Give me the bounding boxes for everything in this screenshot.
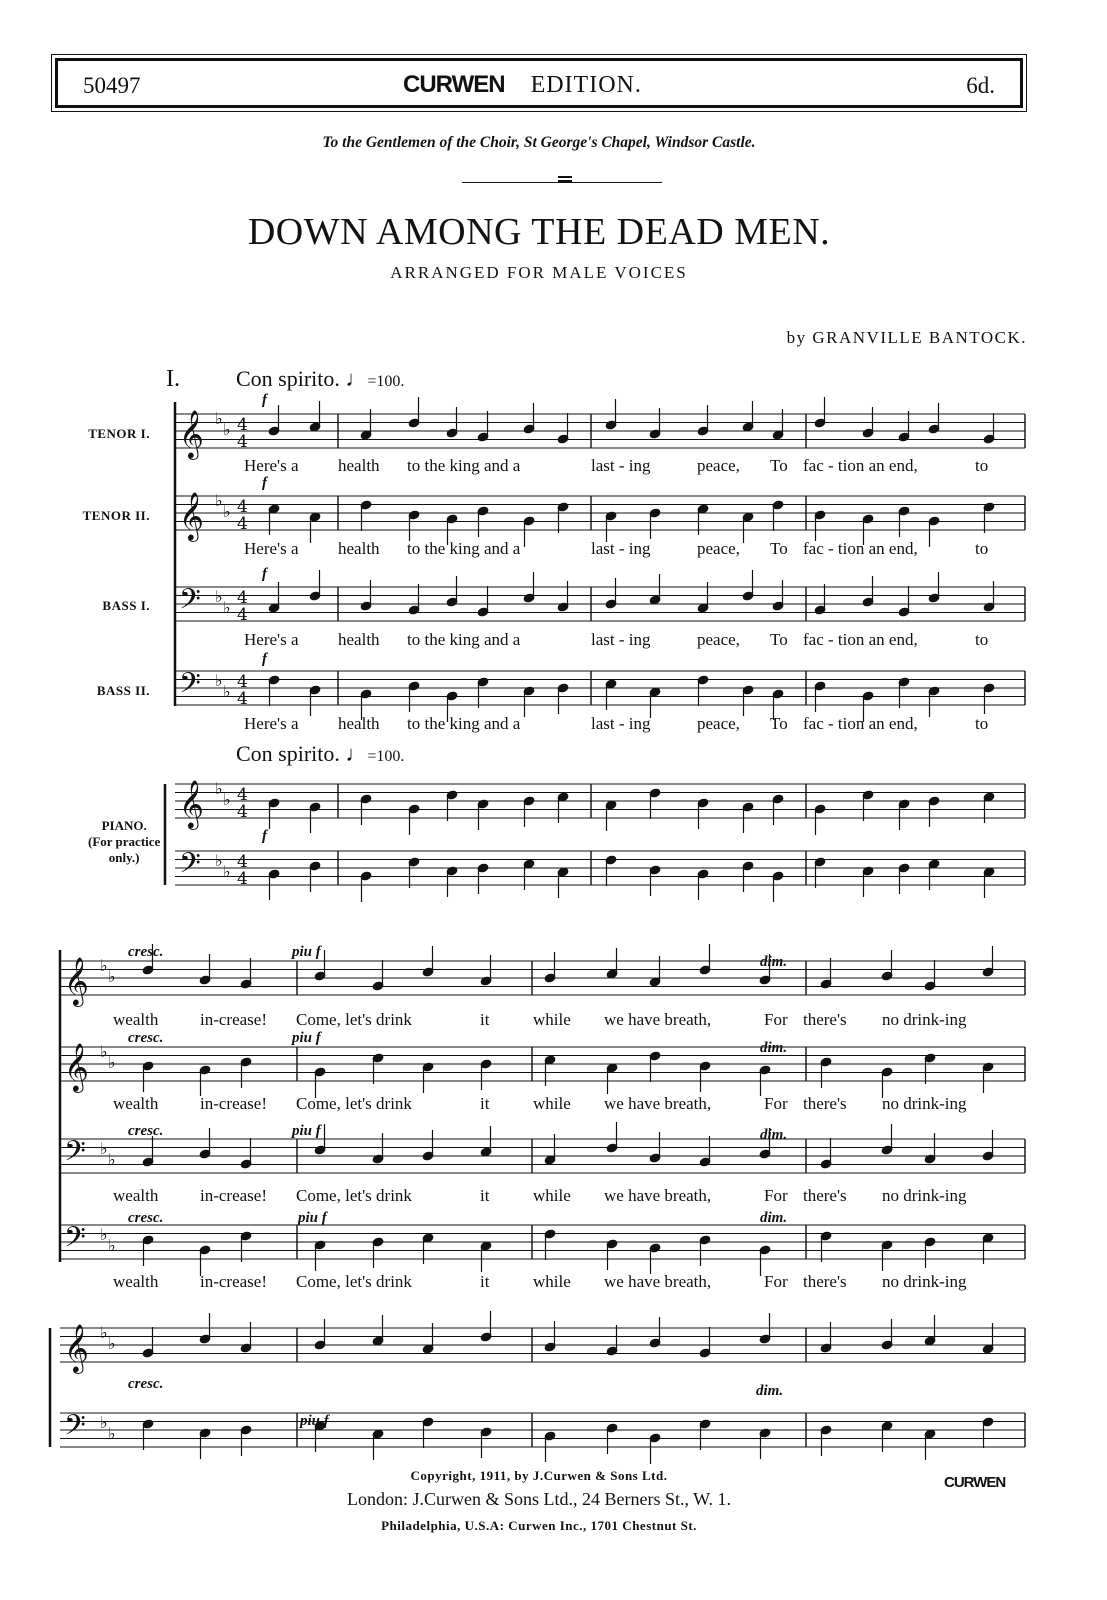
metronome-value: =100. [367,373,405,390]
lyric-syllable: To [770,630,788,649]
copyright-line: Copyright, 1911, by J.Curwen & Sons Ltd. [410,1468,668,1483]
song-subtitle: ARRANGED FOR MALE VOICES [390,263,688,282]
time-signature: 4 [237,514,248,534]
label-tenor-2: TENOR II. [82,508,150,523]
lyric-syllable: it [480,1010,490,1029]
flat-icon: ♭ [223,502,231,521]
edition-label: EDITION. [530,72,642,98]
quarter-note-icon: ♩ [345,741,368,766]
dynamic-forte: f [262,651,267,667]
lyric-syllable: there's [803,1010,847,1029]
lyric-syllable: last - ing [591,714,651,733]
lyric-syllable: we have breath, [604,1186,712,1205]
lyric-syllable: to the king and a [407,539,521,558]
dynamic-forte: f [262,828,267,844]
flat-icon: ♭ [108,967,116,986]
bass-clef-icon: 𝄢 [179,847,201,887]
lyric-syllable: Come, let's drink [296,1186,412,1205]
lyric-syllable: health [338,630,380,649]
time-signature: 4 [237,432,248,452]
movement-number: I. [166,366,180,392]
lyric-syllable: For [764,1010,788,1029]
lyric-syllable: fac - tion an end, [803,539,918,558]
dynamic-dim: dim. [760,1127,788,1143]
label-bass-1: BASS I. [102,598,150,613]
flat-icon: ♭ [223,862,231,881]
dynamic-dim: dim. [760,1040,788,1056]
lyric-syllable: For [764,1186,788,1205]
lyric-syllable: to the king and a [407,630,521,649]
time-signature: 4 [237,415,248,435]
dedication: To the Gentlemen of the Choir, St George's Chapel, Windsor Castle. [322,134,756,151]
lyric-syllable: wealth [113,1010,159,1029]
bass-clef-icon: 𝄢 [64,1221,86,1261]
lyric-syllable: fac - tion an end, [803,630,918,649]
lyric-syllable: in-crease! [200,1272,268,1291]
lyric-syllable: it [480,1186,490,1205]
lyric-syllable: to the king and a [407,456,521,475]
time-signature: 4 [237,869,248,889]
flat-icon: ♭ [223,682,231,701]
flat-icon: ♭ [108,1424,116,1443]
quarter-note-icon: ♩ [345,366,368,391]
lyric-syllable: while [533,1010,571,1029]
treble-clef-icon: 𝄞 [64,1323,89,1372]
lyric-syllable: To [770,714,788,733]
dynamic-piu-f: piu f [292,944,321,960]
flat-icon: ♭ [215,671,223,690]
time-signature: 4 [237,785,248,805]
lyric-syllable: fac - tion an end, [803,456,918,475]
piano-note: only.) [108,850,140,865]
tempo-text: Con spirito. [236,741,340,766]
flat-icon: ♭ [215,779,223,798]
lyric-syllable: Come, let's drink [296,1010,412,1029]
flat-icon: ♭ [100,956,108,975]
dynamic-cresc: cresc. [128,1376,164,1392]
dynamic-forte: f [262,566,267,582]
flat-icon: ♭ [108,1236,116,1255]
lyric-syllable: health [338,714,380,733]
publisher-brand-footer: CURWEN [944,1474,1006,1491]
dynamic-cresc: cresc. [128,1123,164,1139]
dynamic-forte: f [262,392,267,408]
time-signature: 4 [237,497,248,517]
flat-icon: ♭ [223,790,231,809]
dynamic-piu-f: piu f [292,1123,321,1139]
lyric-syllable: health [338,456,380,475]
lyric-syllable: it [480,1272,490,1291]
flat-icon: ♭ [108,1150,116,1169]
lyric-syllable: there's [803,1094,847,1113]
lyric-syllable: To [770,539,788,558]
lyric-syllable: For [764,1094,788,1113]
lyric-syllable: we have breath, [604,1094,712,1113]
dynamic-dim: dim. [760,1210,788,1226]
lyric-syllable: Come, let's drink [296,1272,412,1291]
lyric-syllable: there's [803,1272,847,1291]
lyric-syllable: to [975,714,989,733]
lyric-syllable: no drink-ing [882,1272,967,1291]
lyric-syllable: peace, [697,630,740,649]
lyric-syllable: Here's a [244,630,299,649]
song-title: DOWN AMONG THE DEAD MEN. [247,211,831,253]
flat-icon: ♭ [215,587,223,606]
lyric-syllable: in-crease! [200,1186,268,1205]
lyric-syllable: For [764,1272,788,1291]
dynamic-cresc: cresc. [128,1210,164,1226]
bass-clef-icon: 𝄢 [64,1135,86,1175]
lyric-syllable: To [770,456,788,475]
lyric-syllable: last - ing [591,456,651,475]
publisher-brand: CURWEN [403,71,505,98]
dynamic-cresc: cresc. [128,944,164,960]
flat-icon: ♭ [100,1413,108,1432]
tempo-text: Con spirito. [236,366,340,391]
lyric-syllable: last - ing [591,539,651,558]
dynamic-dim: dim. [760,954,788,970]
flat-icon: ♭ [100,1042,108,1061]
metronome-value: =100. [367,748,405,765]
lyric-syllable: in-crease! [200,1010,268,1029]
composer-credit: by GRANVILLE BANTOCK. [786,328,1027,347]
time-signature: 4 [237,605,248,625]
dynamic-dim: dim. [756,1383,784,1399]
lyric-syllable: we have breath, [604,1272,712,1291]
treble-clef-icon: 𝄞 [179,409,204,458]
dynamic-cresc: cresc. [128,1030,164,1046]
treble-clef-icon: 𝄞 [179,779,204,828]
bass-clef-icon: 𝄢 [179,583,201,623]
lyric-syllable: we have breath, [604,1010,712,1029]
lyric-syllable: it [480,1094,490,1113]
label-bass-2: BASS II. [96,683,150,698]
flat-icon: ♭ [100,1139,108,1158]
flat-icon: ♭ [215,851,223,870]
flat-icon: ♭ [100,1225,108,1244]
lyric-syllable: wealth [113,1094,159,1113]
flat-icon: ♭ [223,420,231,439]
lyric-syllable: no drink-ing [882,1186,967,1205]
lyric-syllable: Come, let's drink [296,1094,412,1113]
lyric-syllable: peace, [697,539,740,558]
flat-icon: ♭ [215,491,223,510]
lyric-syllable: peace, [697,714,740,733]
flat-icon: ♭ [108,1334,116,1353]
treble-clef-icon: 𝄞 [64,1042,89,1091]
lyric-syllable: peace, [697,456,740,475]
lyric-syllable: Here's a [244,539,299,558]
lyric-syllable: while [533,1272,571,1291]
lyric-syllable: Here's a [244,714,299,733]
time-signature: 4 [237,672,248,692]
flat-icon: ♭ [100,1323,108,1342]
lyric-syllable: while [533,1094,571,1113]
time-signature: 4 [237,689,248,709]
catalog-number: 50497 [83,73,141,98]
lyric-syllable: there's [803,1186,847,1205]
lyric-syllable: fac - tion an end, [803,714,918,733]
price: 6d. [966,73,995,98]
lyric-syllable: no drink-ing [882,1010,967,1029]
bass-clef-icon: 𝄢 [179,667,201,707]
flat-icon: ♭ [108,1053,116,1072]
lyric-syllable: no drink-ing [882,1094,967,1113]
dynamic-forte: f [262,475,267,491]
time-signature: 4 [237,802,248,822]
piano-note: (For practice [88,834,161,849]
lyric-syllable: wealth [113,1272,159,1291]
treble-clef-icon: 𝄞 [64,956,89,1005]
bass-clef-icon: 𝄢 [64,1409,86,1449]
time-signature: 4 [237,852,248,872]
lyric-syllable: wealth [113,1186,159,1205]
flat-icon: ♭ [215,409,223,428]
dynamic-piu-f: piu f [300,1413,329,1429]
label-tenor-1: TENOR I. [88,426,150,441]
lyric-syllable: to [975,630,989,649]
lyric-syllable: to [975,539,989,558]
dynamic-piu-f: piu f [292,1030,321,1046]
lyric-syllable: while [533,1186,571,1205]
time-signature: 4 [237,588,248,608]
lyric-syllable: health [338,539,380,558]
philadelphia-address: Philadelphia, U.S.A: Curwen Inc., 1701 Chestnut St. [381,1518,697,1533]
lyric-syllable: to [975,456,989,475]
lyric-syllable: Here's a [244,456,299,475]
flat-icon: ♭ [223,598,231,617]
lyric-syllable: last - ing [591,630,651,649]
london-address: London: J.Curwen & Sons Ltd., 24 Berners St., W. 1. [346,1489,731,1509]
piano-title: PIANO. [101,818,147,833]
dynamic-piu-f: piu f [298,1210,327,1226]
treble-clef-icon: 𝄞 [179,491,204,540]
lyric-syllable: to the king and a [407,714,521,733]
lyric-syllable: in-crease! [200,1094,268,1113]
